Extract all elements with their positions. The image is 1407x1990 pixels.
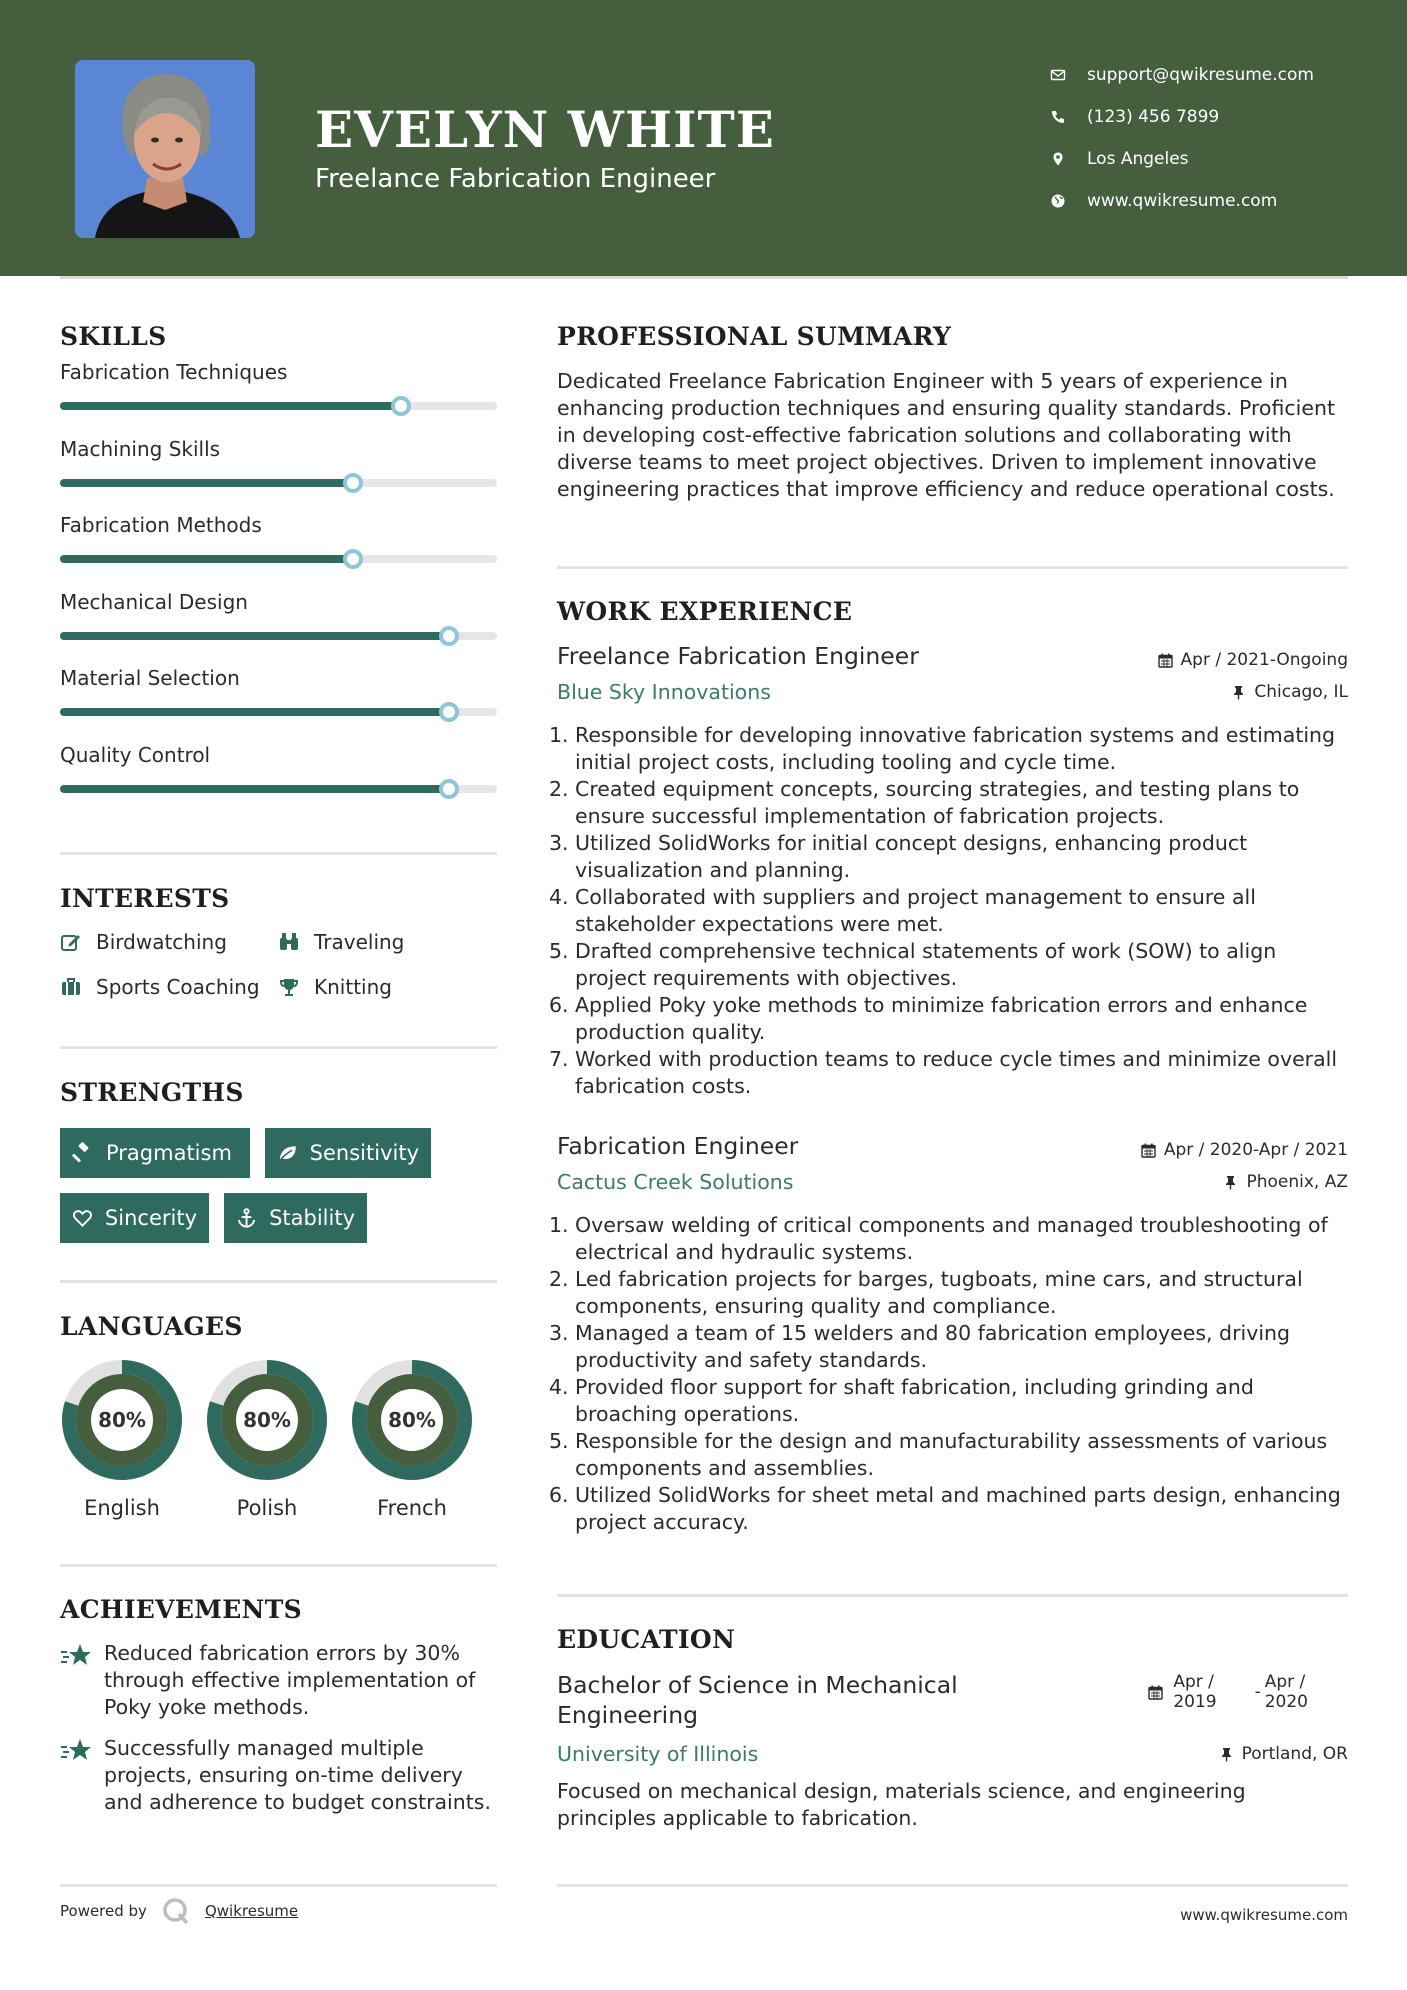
skill-name: Mechanical Design [60,589,248,614]
language-item [350,1358,474,1520]
school-name: University of Illinois [557,1742,759,1766]
skill-name: Material Selection [60,666,240,690]
skill-name: Quality Control [60,742,211,767]
education-date-sep: - [1254,1682,1261,1702]
duty-number: 1. [549,723,569,747]
skill-row [60,616,497,692]
duty-number: 5. [549,939,569,963]
duty-text: Led fabrication projects for barges, tugboats, mine cars, and structural components, ensuring quality and compliance. [575,1267,1303,1318]
pushpin-icon [1223,1175,1238,1190]
date-part: Apr / [1173,1672,1214,1692]
duty-item [549,938,1348,992]
language-name: Polish [236,1496,298,1520]
skill-name: Fabrication Techniques [60,360,288,384]
interests-heading: INTERESTS [60,884,230,913]
strength-tag-sensitivity [265,1128,431,1178]
job-date-text: Apr / 2021-Ongoing [1180,650,1348,670]
achievement-item [60,1640,494,1721]
duty-item [549,992,1348,1046]
duty-item [549,1374,1348,1428]
duty-text: Drafted comprehensive technical statements of work (SOW) to align project requirements with objectives. [575,939,1277,990]
header-divider [60,276,1348,279]
education-date-end [1265,1672,1308,1712]
strengths-divider [60,1280,497,1283]
job-title: Freelance Fabrication Engineer [557,642,919,670]
contact-location-text: Los Angeles [1087,149,1189,169]
gavel-icon [72,1142,94,1164]
duty-item [549,884,1348,938]
star-badge-icon [60,1642,94,1668]
education-location [1219,1744,1348,1764]
achievement-text: Successfully managed multiple projects, ensuring on-time delivery and adherence to budget constraints. [104,1736,491,1814]
duty-item [549,1482,1348,1536]
duty-item [549,1428,1348,1482]
experience-heading: WORK EXPERIENCE [557,597,853,626]
skill-row [60,540,497,616]
duty-item [549,1320,1348,1374]
briefcase-icon [60,976,82,998]
contact-website-text: www.qwikresume.com [1087,191,1278,211]
language-level-ring [205,1358,329,1482]
contact-email[interactable] [1050,54,1314,96]
profile-photo [75,60,255,238]
language-name: French [377,1496,447,1520]
job-location-text: Chicago, IL [1254,682,1348,702]
skills-divider [60,852,497,855]
language-name: English [84,1496,160,1520]
education-date [1148,1672,1308,1712]
duty-number: 2. [549,1267,569,1291]
resume-header [0,0,1407,276]
strength-label: Stability [269,1206,355,1230]
skill-level-fill [60,785,449,793]
envelope-icon [1050,67,1087,83]
duty-number: 5. [549,1429,569,1453]
map-pin-icon [1050,151,1087,167]
languages-heading: LANGUAGES [60,1312,243,1341]
job-location [1231,682,1348,702]
star-badge-icon [60,1737,94,1763]
skill-level-bar [60,785,497,793]
pencil-square-icon [60,931,82,953]
duty-text: Created equipment concepts, sourcing strategies, and testing plans to ensure successful implementation of fabrication projects. [575,777,1300,828]
achievements-heading: ACHIEVEMENTS [60,1595,302,1624]
footer-powered-by [60,1896,298,1926]
duty-item [549,1266,1348,1320]
duty-text: Utilized SolidWorks for sheet metal and machined parts design, enhancing project accuracy. [575,1483,1341,1534]
powered-by-text: Powered by [60,1902,147,1920]
footer-website[interactable]: www.qwikresume.com [1180,1906,1348,1924]
duty-item [549,722,1348,776]
duty-item [549,776,1348,830]
duty-text: Responsible for developing innovative fabrication systems and estimating initial project costs, including tooling and cycle time. [575,723,1336,774]
interest-traveling [278,930,404,954]
duty-number: 3. [549,1321,569,1345]
degree-line: Bachelor of Science in Mechanical [557,1671,958,1699]
job-company: Blue Sky Innovations [557,680,771,704]
duty-number: 6. [549,993,569,1017]
summary-text: Dedicated Freelance Fabrication Engineer with 5 years of experience in enhancing production techniques and ensuring quality standards. Proficient in developing cost-effective fabrication solutions and collaborating with diverse teams to meet project objectives. Driven to implement innovative engineering practices that improve efficiency and reduce operational costs. [557,369,1335,501]
job-location [1223,1172,1348,1192]
job-title: Fabrication Engineer [557,1132,799,1160]
education-divider [557,1884,1348,1887]
language-percent: 80% [388,1408,436,1432]
achievement-item [60,1735,494,1816]
contact-list [1050,54,1314,222]
job-date [1158,650,1348,670]
skill-row [60,310,497,386]
duty-number: 3. [549,831,569,855]
duty-text: Managed a team of 15 welders and 80 fabrication employees, driving productivity and safety standards. [575,1321,1291,1372]
duty-text: Utilized SolidWorks for initial concept designs, enhancing product visualization and planning. [575,831,1248,882]
duty-text: Worked with production teams to reduce cycle times and minimize overall fabrication costs. [575,1047,1338,1098]
candidate-role: Freelance Fabrication Engineer [315,164,716,194]
duty-text: Responsible for the design and manufacturability assessments of various components and assemblies. [575,1429,1328,1480]
languages-divider [60,1564,497,1567]
duty-number: 1. [549,1213,569,1237]
date-part: 2020 [1264,1692,1308,1712]
trophy-icon [278,976,300,998]
strength-label: Pragmatism [106,1141,232,1165]
globe-icon [1050,193,1087,209]
language-level-ring [60,1358,184,1482]
binoculars-icon [278,931,300,953]
contact-location [1050,138,1314,180]
duty-text: Provided floor support for shaft fabrication, including grinding and broaching operations. [575,1375,1254,1426]
strengths-heading: STRENGTHS [60,1078,244,1107]
language-percent: 80% [98,1408,146,1432]
interest-knitting [278,975,392,999]
education-date-start [1173,1672,1216,1712]
calendar-icon [1141,1143,1156,1158]
interests-divider [60,1046,497,1049]
interest-sports-coaching [60,975,260,999]
duty-number: 2. [549,777,569,801]
pushpin-icon [1219,1747,1234,1762]
anchor-icon [236,1207,257,1229]
skill-name: Machining Skills [60,436,221,461]
experience-divider [557,1594,1348,1597]
phone-icon [1050,109,1087,125]
pushpin-icon [1231,685,1246,700]
strength-label: Sincerity [104,1206,197,1230]
interest-birdwatching [60,930,227,954]
qwikresume-logo-icon [161,1896,191,1926]
strength-label: Sensitivity [309,1141,419,1165]
skill-name: Fabrication Methods [60,513,262,537]
interest-label: Traveling [314,930,405,954]
contact-website[interactable] [1050,180,1314,222]
heart-icon [72,1207,93,1229]
strength-tag-pragmatism [60,1128,250,1178]
interest-label: Sports Coaching [96,975,260,999]
date-part: Apr / [1264,1672,1306,1692]
interest-label: Knitting [314,975,392,999]
summary-heading: PROFESSIONAL SUMMARY [557,322,952,351]
job-date-text: Apr / 2020-Apr / 2021 [1163,1140,1348,1160]
duty-number: 7. [549,1047,569,1071]
date-part: 2019 [1173,1692,1217,1712]
duty-item [549,1212,1348,1266]
interest-label: Birdwatching [96,930,227,954]
education-heading: EDUCATION [557,1625,736,1654]
languages-list [60,1358,497,1538]
degree-line: Engineering [557,1701,698,1729]
duty-text: Applied Poky yoke methods to minimize fabrication errors and enhance production quality. [575,993,1308,1044]
duty-number: 4. [549,885,569,909]
contact-phone[interactable] [1050,96,1314,138]
duty-number: 4. [549,1375,569,1399]
degree-title [557,1670,958,1730]
calendar-icon [1158,653,1173,668]
education-location-text: Portland, OR [1241,1744,1348,1764]
skill-row [60,693,497,769]
language-level-ring [350,1358,474,1482]
summary-divider [557,566,1348,569]
skill-row [60,387,497,463]
skill-level-knob [439,779,459,799]
candidate-name: EVELYN WHITE [315,100,775,159]
duty-number: 6. [549,1483,569,1507]
skills-heading: SKILLS [60,322,167,351]
duty-item [549,1046,1348,1100]
job-duties-list [549,722,1348,1100]
job-duties-list [549,1212,1348,1536]
strength-tag-sincerity [60,1193,209,1243]
achievement-text: Reduced fabrication errors by 30% through effective implementation of Poky yoke methods. [104,1641,476,1719]
duty-text: Collaborated with suppliers and project management to ensure all stakeholder expectations were met. [575,885,1256,936]
calendar-icon [1148,1685,1163,1700]
contact-phone-text: (123) 456 7899 [1087,107,1220,127]
duty-text: Oversaw welding of critical components and managed troubleshooting of electrical and hydraulic systems. [575,1213,1328,1264]
language-item [205,1358,329,1520]
leaf-icon [277,1142,298,1164]
education-description: Focused on mechanical design, materials science, and engineering principles applicable to fabrication. [557,1779,1246,1830]
achievements-divider [60,1884,497,1887]
job-company: Cactus Creek Solutions [557,1170,794,1194]
language-percent: 80% [243,1408,291,1432]
contact-email-text: support@qwikresume.com [1087,65,1314,85]
footer-brand-link[interactable]: Qwikresume [204,1902,299,1920]
language-item [60,1358,184,1520]
job-date [1141,1140,1348,1160]
duty-item [549,830,1348,884]
skill-row [60,463,497,539]
job-location-text: Phoenix, AZ [1246,1172,1348,1192]
strength-tag-stability [224,1193,367,1243]
